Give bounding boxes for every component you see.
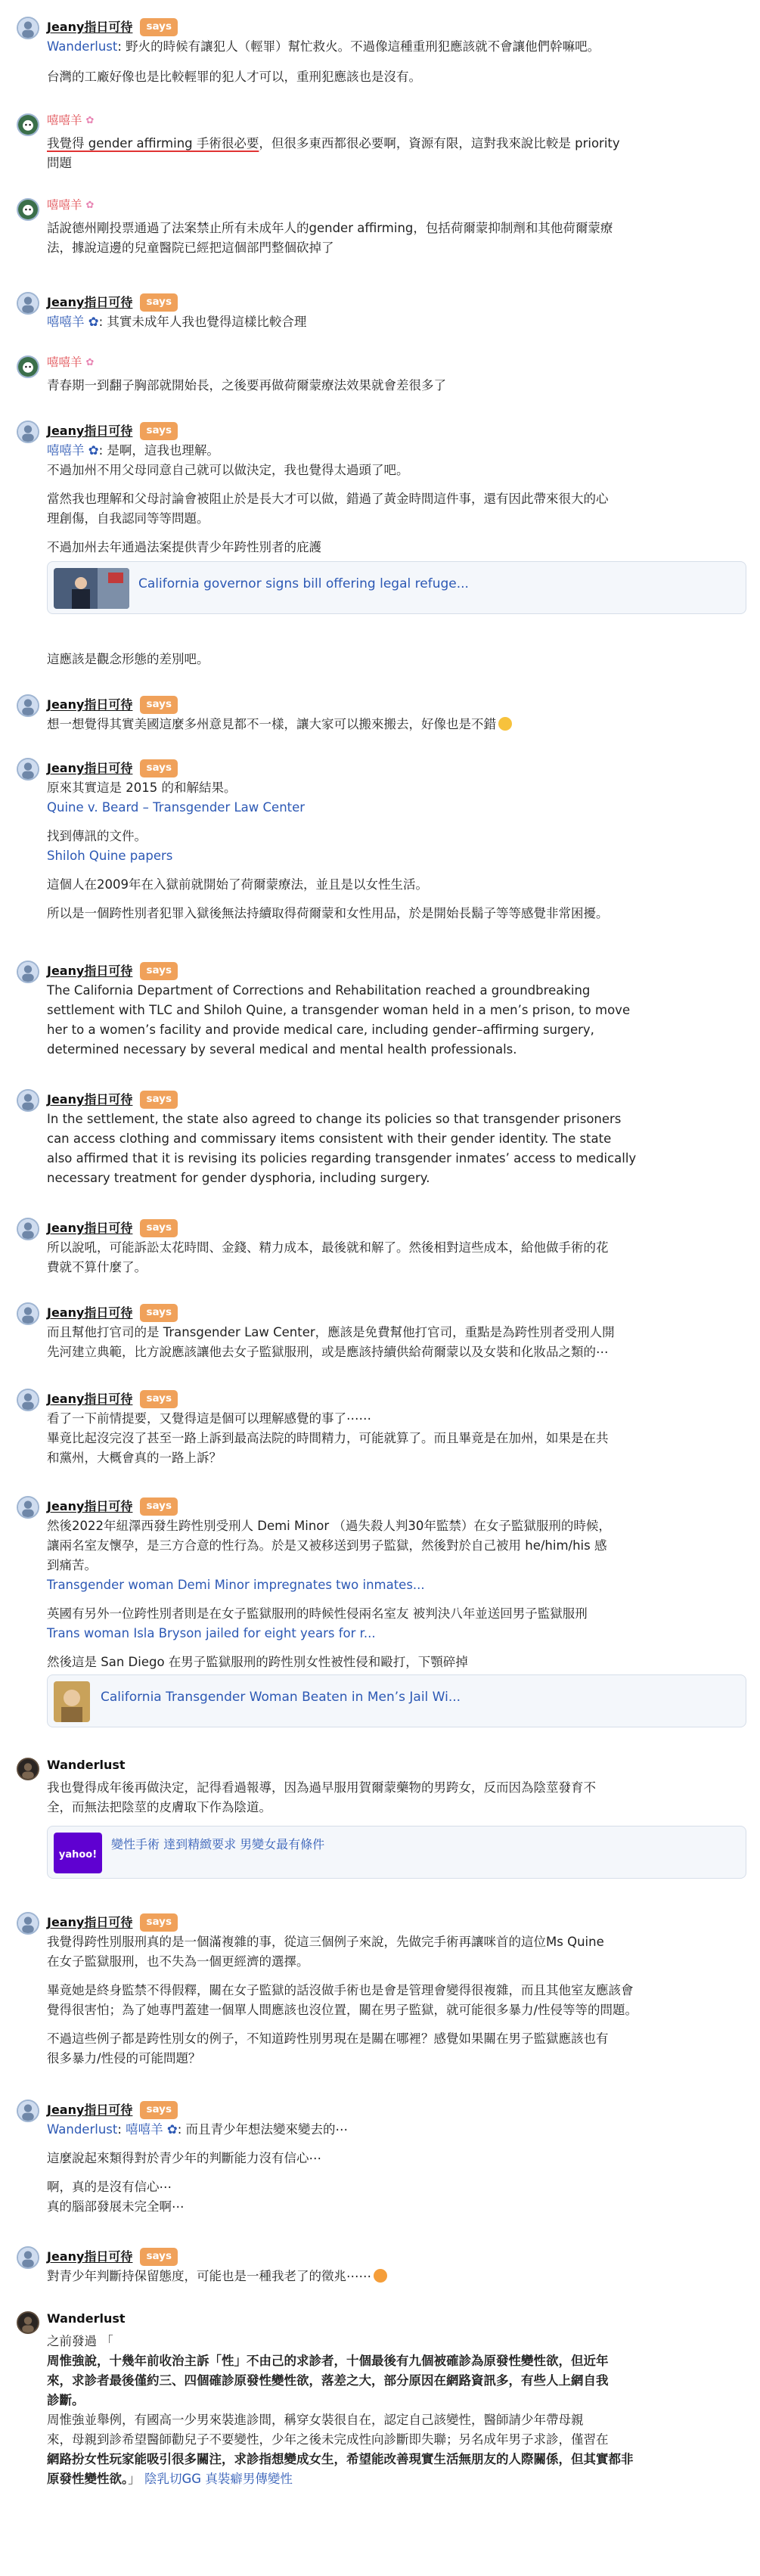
username[interactable]: Jeany指日可待 — [47, 2249, 133, 2264]
post-line: 理創傷，自我認同等等問題。 — [47, 511, 209, 526]
post-header — [47, 2101, 178, 2119]
news-thumbnail — [54, 1681, 90, 1722]
says-badge: says — [140, 1913, 178, 1932]
username[interactable]: Jeany指日可待 — [47, 1220, 133, 1235]
flower-icon: ✿ — [85, 115, 95, 127]
says-badge: says — [140, 2101, 178, 2119]
username[interactable]: Jeany指日可待 — [47, 697, 133, 712]
hashtag-link[interactable]: 陰乳切GG 真裝癖男傳變性 — [144, 2472, 293, 2486]
smile-emoji-icon — [498, 717, 512, 731]
post-line: Wanderlust: 野火的時候有讓犯人（輕罪）幫忙救火。不過像這種重刑犯應該就不會讓他們幹嘛吧。 — [47, 39, 600, 54]
avatar[interactable] — [17, 1302, 39, 1325]
post-line: also affirmed that it is revising its policies regarding transgender inmates’ access to medically — [47, 1151, 637, 1165]
avatar[interactable] — [17, 1218, 39, 1240]
username[interactable]: 嘻嘻羊 — [47, 355, 82, 369]
mention-link[interactable]: Wanderlust — [47, 2122, 118, 2137]
post-header — [47, 422, 178, 440]
post-line: 到痛苦。 — [47, 1558, 97, 1572]
post-line: 想一想覺得其實美國這麼多州意見都不一樣，讓大家可以搬來搬去，好像也是不錯 — [47, 715, 512, 734]
post-line: 全，而無法把陰莖的皮膚取下作為陰道。 — [47, 1800, 271, 1814]
sheep-avatar-icon[interactable] — [17, 113, 39, 136]
post-header — [47, 1390, 178, 1408]
post-header — [47, 1219, 178, 1237]
svg-text:yahoo!: yahoo! — [58, 1849, 98, 1861]
username[interactable]: Jeany指日可待 — [47, 423, 133, 438]
post-line: 周惟強並舉例，有國高一少男來裝進診間，稱穿女裝很自在，認定自己該變性，醫師請少年帶母親 — [47, 2413, 584, 2427]
username[interactable]: 嘻嘻羊 — [47, 198, 82, 212]
post-link[interactable]: Trans woman Isla Bryson jailed for eight years for r... — [47, 1626, 376, 1640]
post-line: 費就不算什麼了。 — [47, 1260, 147, 1274]
post-line: 英國有另外一位跨性別者則是在女子監獄服刑的時候性侵兩名室友 被判決八年並送回男子監獄服刑 — [47, 1606, 588, 1621]
link-preview-title[interactable]: 變性手術 達到精緻要求 男變女最有條件 — [111, 1837, 325, 1851]
post-line: 所以說吼，可能訴訟太花時間、金錢、精力成本，最後就和解了。然後相對這些成本，給他做手術的花 — [47, 1240, 609, 1255]
link-preview-card[interactable] — [47, 561, 746, 614]
avatar[interactable] — [17, 694, 39, 717]
username[interactable]: 嘻嘻羊 — [47, 113, 82, 127]
sheep-avatar-icon[interactable] — [17, 355, 39, 378]
post-line: 這麼說起來類得對於青少年的判斷能力沒有信心⋯ — [47, 2151, 321, 2165]
post-header — [47, 962, 178, 980]
post-line: 這個人在2009年在入獄前就開始了荷爾蒙療法，並且是以女性生活。 — [47, 877, 428, 892]
username[interactable]: Jeany指日可待 — [47, 294, 133, 309]
smile-emoji-icon — [374, 2269, 387, 2283]
post-line: 周惟強說，十幾年前收治主訴「性」不由己的求診者，十個最後有九個被確診為原發性變性欲，但近年 — [47, 2354, 609, 2368]
mention-link[interactable]: Wanderlust — [47, 39, 118, 54]
post-header — [47, 1759, 126, 1771]
says-badge: says — [140, 1390, 178, 1408]
post-header — [47, 18, 178, 36]
username[interactable]: Jeany指日可待 — [47, 963, 133, 978]
post-line: 之前發過 「 — [47, 2334, 113, 2348]
post-line: 台灣的工廠好像也是比較輕罪的犯人才可以，重刑犯應該也是沒有。 — [47, 70, 421, 84]
username[interactable]: Jeany指日可待 — [47, 2102, 133, 2117]
post-line: 畢竟她是終身監禁不得假釋，關在女子監獄的話沒做手術也是會是管理會變得很複雜，而且其他室友應該會 — [47, 1983, 634, 1997]
post-line: 和黨州，大概會真的一路上訴？ — [47, 1451, 222, 1465]
post-link[interactable]: Quine v. Beard – Transgender Law Center — [47, 800, 306, 815]
post-line: The California Department of Corrections and Rehabilitation reached a groundbreaking — [47, 983, 591, 998]
post-line: 然後2022年紐澤西發生跨性別受刑人 Demi Minor （過失殺人判30年監禁）在女子監獄服刑的時候， — [47, 1519, 611, 1533]
post-header — [47, 200, 94, 212]
post-line: can access clothing and commissary items consistent with their gender identity. The state — [47, 1131, 612, 1146]
post-line: Wanderlust: 嘻嘻羊 ✿: 而且青少年想法變來變去的⋯ — [47, 2122, 349, 2137]
post-line: 青春期一到翻子胸部就開始長，之後要再做荷爾蒙療法效果就會差很多了 — [47, 378, 446, 393]
link-preview-title[interactable]: California Transgender Woman Beaten in Men’s Jail Wi... — [101, 1690, 461, 1705]
username[interactable]: Jeany指日可待 — [47, 760, 133, 775]
post-header — [47, 115, 94, 127]
post-line: In the settlement, the state also agreed to change its policies so that transgender prisoners — [47, 1112, 622, 1126]
post-line: 診斷。 — [47, 2393, 85, 2407]
says-badge: says — [140, 18, 178, 36]
post-line: 而且幫他打官司的是 Transgender Law Center，應該是免費幫他打官司，重點是為跨性別者受刑人開 — [47, 1325, 615, 1339]
avatar[interactable] — [17, 2311, 39, 2334]
says-badge: says — [140, 1091, 178, 1109]
says-badge: says — [140, 696, 178, 714]
avatar[interactable] — [17, 2100, 39, 2122]
post-line: 所以是一個跨性別者犯罪入獄後無法持續取得荷爾蒙和女性用品，於是開始長鬍子等等感覺非常困擾。 — [47, 906, 609, 920]
avatar[interactable] — [17, 961, 39, 983]
username[interactable]: Wanderlust — [47, 1758, 126, 1772]
avatar[interactable] — [17, 292, 39, 315]
post-line: 我也覺得成年後再做決定，記得看過報導，因為過早服用賀爾蒙藥物的男跨女，反而因為陰莖發育不 — [47, 1780, 596, 1795]
post-header — [47, 1497, 178, 1516]
post-line: 我覺得跨性別服刑真的是一個滿複雜的事，從這三個例子來說，先做完手術再讓咪首的這位Ms Quine — [47, 1935, 604, 1949]
mention-link[interactable]: 嘻嘻羊 ✿ — [126, 2122, 178, 2137]
post-header — [47, 1304, 178, 1322]
post-line: 法，據說這邊的兒童醫院已經把這個部門整個砍掉了 — [47, 241, 334, 255]
post-header — [47, 1091, 178, 1109]
post-header — [47, 2248, 178, 2266]
post-line: 來，母親到診希望醫師勸兒子不要變性，少年之後未完成性向診斷即失聯；另名成年男子求診，僅習在 — [47, 2432, 609, 2447]
post-line: 問題 — [47, 156, 72, 170]
post-line: 不過加州不用父母同意自己就可以做決定，我也覺得太過頭了吧。 — [47, 463, 409, 477]
mention-link[interactable]: 嘻嘻羊 ✿ — [47, 443, 99, 458]
says-badge: says — [140, 293, 178, 312]
post-line: 畢竟比起沒完沒了甚至一路上訴到最高法院的時間精力，可能就算了。而且畢竟是在加州，如果是在共 — [47, 1431, 609, 1445]
post-line: 覺得很害怕；為了她專門蓋建一個單人間應該也沒位置，關在男子監獄，就可能很多暴力/性侵等等的問題。 — [47, 2003, 638, 2017]
news-thumbnail — [54, 568, 129, 609]
avatar[interactable] — [17, 1758, 39, 1780]
post-link[interactable]: Shiloh Quine papers — [47, 849, 173, 863]
post-line: 話說德州剛投票通過了法案禁止所有未成年人的gender affirming，包括荷爾蒙抑制劑和其他荷爾蒙療 — [47, 221, 613, 235]
says-badge: says — [140, 1304, 178, 1322]
link-preview-title[interactable]: California governor signs bill offering legal refuge... — [138, 576, 469, 591]
username[interactable]: Jeany指日可待 — [47, 1091, 133, 1106]
sheep-avatar-icon[interactable] — [17, 198, 39, 221]
post-line: 真的腦部發展未完全啊⋯ — [47, 2199, 185, 2214]
post-line: 來，求診者最後僅約三、四個確診原發性變性欲，落差之大，部分原因在網路資訊多，有些人上網自我 — [47, 2373, 609, 2388]
post-line: 啊，真的是沒有信心⋯ — [47, 2180, 172, 2194]
mention-link[interactable]: 嘻嘻羊 ✿ — [47, 315, 99, 329]
post-header — [47, 357, 94, 369]
username[interactable]: Jeany指日可待 — [47, 1391, 133, 1406]
link-preview-card[interactable] — [47, 1826, 746, 1879]
avatar[interactable] — [17, 1496, 39, 1519]
post-line: determined necessary by several medical and mental health professionals. — [47, 1042, 517, 1057]
yahoo-logo — [54, 1833, 102, 1873]
says-badge: says — [140, 422, 178, 440]
post-header — [47, 2313, 126, 2325]
says-badge: says — [140, 1497, 178, 1516]
username[interactable]: Jeany指日可待 — [47, 1498, 133, 1513]
post-line: 然後這是 San Diego 在男子監獄服刑的跨性別女性被性侵和毆打，下顎碎掉 — [47, 1655, 468, 1669]
post-header — [47, 293, 178, 312]
flower-icon: ✿ — [85, 357, 95, 369]
avatar[interactable] — [17, 1912, 39, 1935]
flower-icon: ✿ — [85, 200, 95, 212]
post-line: 這應該是觀念形態的差別吧。 — [47, 652, 209, 666]
post-line: 先河建立典範，比方說應該讓他去女子監獄服刑，或是應該持續供給荷爾蒙以及女裝和化妝品之類的⋯ — [47, 1345, 609, 1359]
post-line: settlement with TLC and Shiloh Quine, a transgender woman held in a men’s prison, to move — [47, 1003, 631, 1017]
post-line: 對青少年判斷持保留態度，可能也是一種我老了的徵兆⋯⋯ — [47, 2267, 387, 2286]
post-line: 嘻嘻羊 ✿: 其實未成年人我也覺得這樣比較合理 — [47, 315, 307, 329]
post-line: 讓兩名室友懷孕，是三方合意的性行為。於是又被移送到男子監獄，然後對於自己被用 he/him/his 感 — [47, 1538, 607, 1553]
username[interactable]: Jeany指日可待 — [47, 1305, 133, 1320]
says-badge: says — [140, 759, 178, 777]
says-badge: says — [140, 1219, 178, 1237]
post-link[interactable]: Transgender woman Demi Minor impregnates two inmates... — [47, 1578, 425, 1592]
username[interactable]: Jeany指日可待 — [47, 1914, 133, 1929]
avatar[interactable] — [17, 1389, 39, 1411]
post-line: 在女子監獄服刑，也不失為一個更經濟的選擇。 — [47, 1954, 309, 1969]
post-line: 原來其實這是 2015 的和解結果。 — [47, 781, 237, 795]
post-line: 不過加州去年通過法案提供青少年跨性別者的庇護 — [47, 540, 321, 554]
says-badge: says — [140, 2248, 178, 2266]
avatar[interactable] — [17, 1089, 39, 1112]
post-line: 當然我也理解和父母討論會被阻止於是長大才可以做，錯過了黃金時間這件事，還有因此帶來很大的心 — [47, 492, 609, 506]
link-preview-card[interactable] — [47, 1674, 746, 1727]
post-line: her to a women’s facility and provide medical care, including gender–affirming surgery, — [47, 1023, 594, 1037]
post-header — [47, 759, 178, 777]
post-header — [47, 696, 178, 714]
post-line: 網路扮女性玩家能吸引很多關注，求診指想變成女生，希望能改善現實生活無朋友的人際關係，但其實都非 — [47, 2452, 634, 2466]
username[interactable]: Jeany指日可待 — [47, 19, 133, 34]
post-line: 我覺得 gender affirming 手術很必要，但很多東西都很必要啊，資源有限，這對我來說比較是 priority — [47, 136, 620, 151]
avatar[interactable] — [17, 2246, 39, 2269]
avatar[interactable] — [17, 758, 39, 781]
post-line: 嘻嘻羊 ✿: 是啊，這我也理解。 — [47, 443, 219, 458]
post-line: necessary treatment for gender dysphoria, including surgery. — [47, 1171, 430, 1185]
post-line: 不過這些例子都是跨性別女的例子，不知道跨性別男現在是關在哪裡？感覺如果關在男子監獄應該也有 — [47, 2031, 609, 2046]
avatar[interactable] — [17, 421, 39, 443]
post-line: 原發性變性欲。」 陰乳切GG 真裝癖男傳變性 — [47, 2472, 293, 2486]
username[interactable]: Wanderlust — [47, 2311, 126, 2326]
says-badge: says — [140, 962, 178, 980]
post-header — [47, 1913, 178, 1932]
avatar[interactable] — [17, 17, 39, 39]
post-line: 很多暴力/性侵的可能問題？ — [47, 2051, 201, 2065]
post-line: 找到傳訊的文件。 — [47, 829, 147, 843]
post-line: 看了一下前情提要，又覺得這是個可以理解感覺的事了⋯⋯ — [47, 1411, 371, 1426]
